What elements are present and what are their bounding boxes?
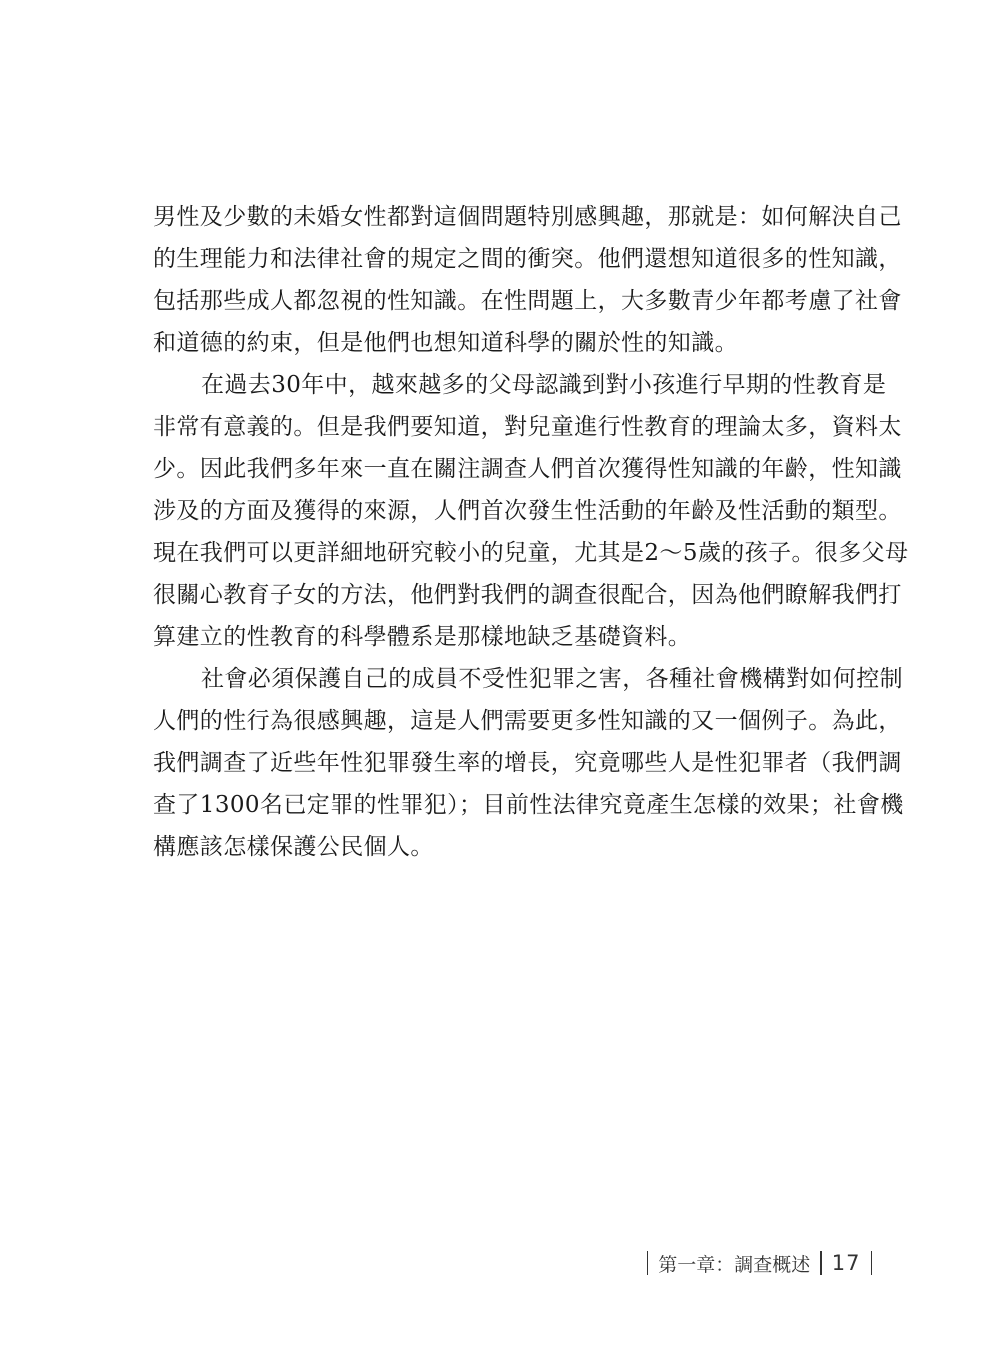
text-line: 查了1300名已定罪的性罪犯）；目前性法律究竟產生怎樣的效果；社會機 — [153, 792, 904, 818]
page-number: 17 — [831, 1251, 861, 1275]
text-line: 在過去30年中，越來越多的父母認識到對小孩進行早期的性教育是 — [201, 372, 887, 398]
divider — [647, 1251, 649, 1275]
body-text — [153, 196, 909, 868]
divider — [871, 1251, 873, 1275]
text-line: 構應該怎樣保護公民個人。 — [153, 834, 434, 860]
text-line: 算建立的性教育的科學體系是那樣地缺乏基礎資料。 — [153, 624, 692, 650]
text-line: 社會必須保護自己的成員不受性犯罪之害，各種社會機構對如何控制 — [201, 666, 903, 692]
text-line: 我們調查了近些年性犯罪發生率的增長，究竟哪些人是性犯罪者（我們調 — [153, 750, 902, 776]
chapter-title: 第一章：調查概述 — [658, 1253, 811, 1276]
text-line: 少。因此我們多年來一直在關注調查人們首次獲得性知識的年齡，性知識 — [153, 456, 902, 482]
page-footer — [637, 1248, 882, 1278]
text-line: 現在我們可以更詳細地研究較小的兒童，尤其是2～5歲的孩子。很多父母 — [153, 540, 909, 566]
text-line: 涉及的方面及獲得的來源，人們首次發生性活動的年齡及性活動的類型。 — [153, 498, 902, 524]
text-line: 人們的性行為很感興趣，這是人們需要更多性知識的又一個例子。為此， — [153, 708, 902, 734]
text-line: 非常有意義的。但是我們要知道，對兒童進行性教育的理論太多，資料太 — [153, 414, 902, 440]
text-line: 包括那些成人都忽視的性知識。在性問題上，大多數青少年都考慮了社會 — [153, 288, 902, 314]
text-line: 男性及少數的未婚女性都對這個問題特別感興趣，那就是：如何解決自己 — [153, 204, 902, 230]
divider — [820, 1251, 822, 1275]
text-line: 很關心教育子女的方法，他們對我們的調查很配合，因為他們瞭解我們打 — [153, 582, 902, 608]
text-line: 和道德的約束，但是他們也想知道科學的關於性的知識。 — [153, 330, 738, 356]
text-line: 的生理能力和法律社會的規定之間的衝突。他們還想知道很多的性知識， — [153, 246, 902, 272]
